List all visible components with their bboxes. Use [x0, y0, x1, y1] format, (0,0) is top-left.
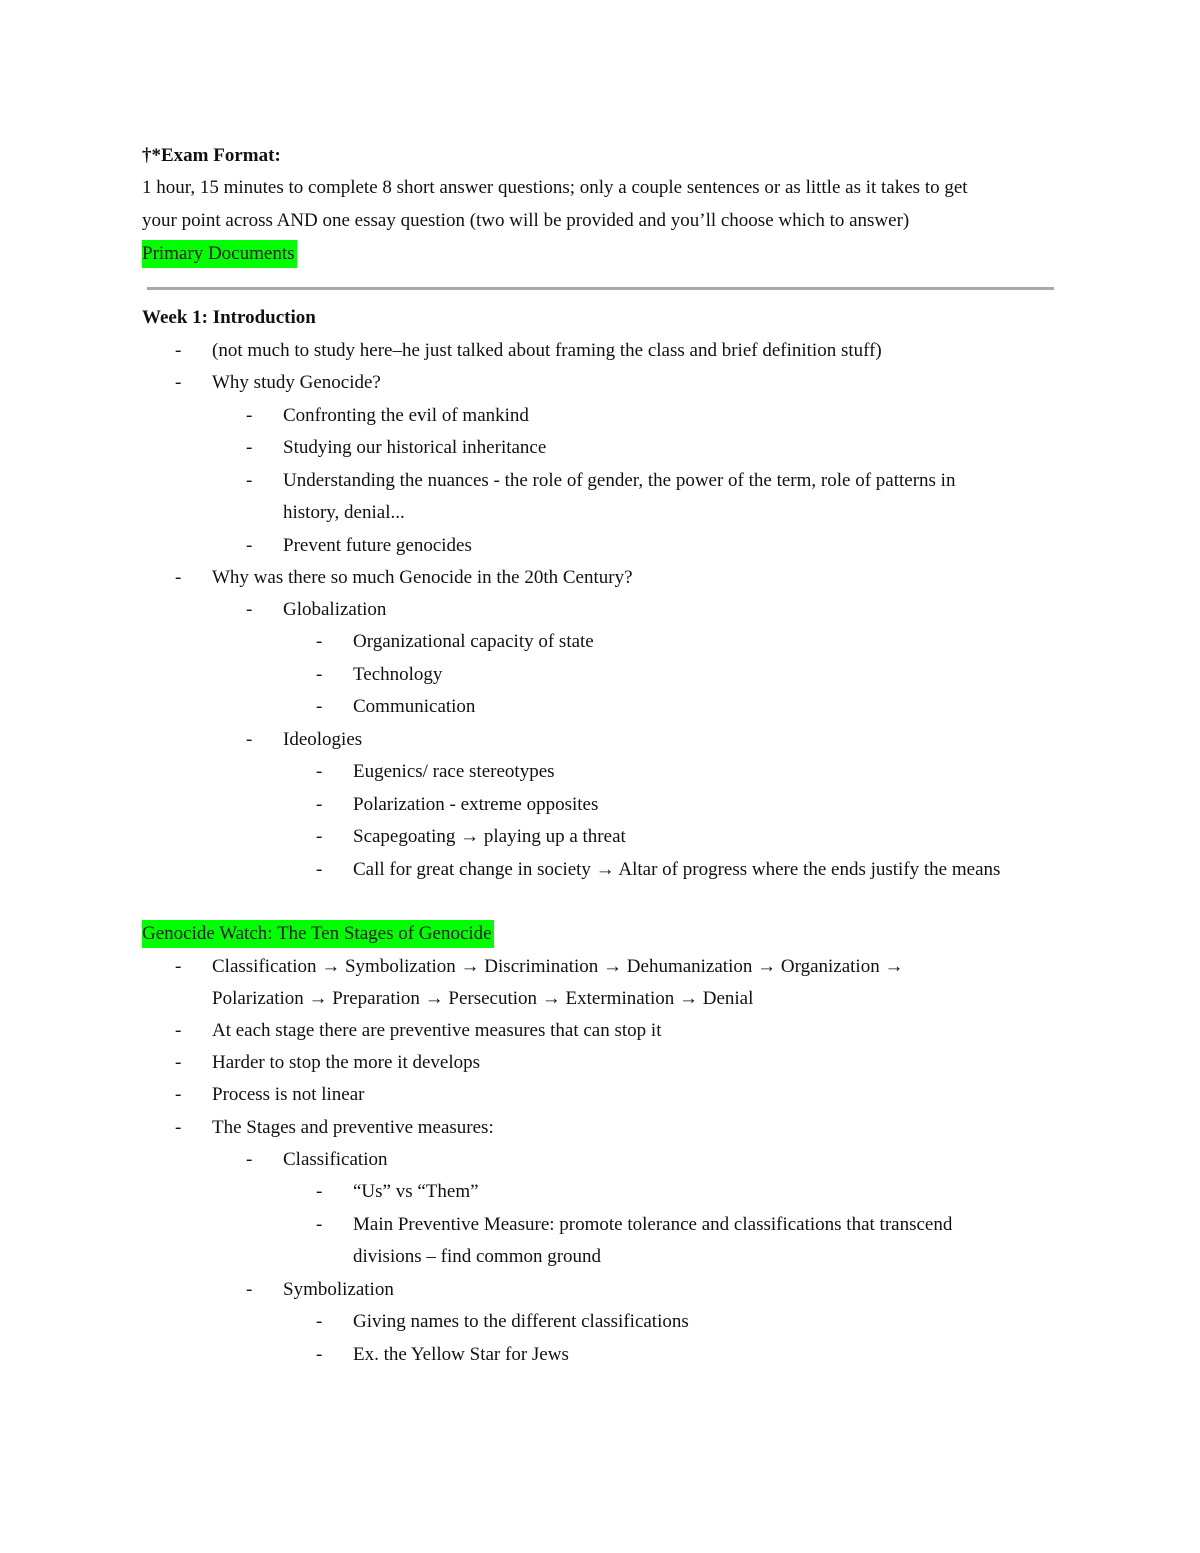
list-item-text: Confronting the evil of mankind	[283, 405, 529, 426]
list-item-text: Symbolization	[283, 1279, 394, 1300]
primary-documents-highlight[interactable]: Primary Documents	[142, 240, 297, 268]
bullet-dash: -	[316, 1344, 323, 1365]
list-item-text: The Stages and preventive measures:	[212, 1117, 494, 1138]
exam-format-heading: †*Exam Format:	[142, 145, 281, 166]
list-item-text: Ideologies	[283, 729, 363, 750]
list-item-continuation: divisions – find common ground	[353, 1246, 602, 1267]
bullet-dash: -	[246, 1279, 253, 1300]
bullet-dash: -	[175, 1084, 182, 1105]
bullet-dash: -	[316, 794, 323, 815]
list-item-text: Classification	[283, 1149, 388, 1170]
list-item-text: Studying our historical inheritance	[283, 437, 547, 458]
bullet-dash: -	[175, 1052, 182, 1073]
stages-heading-link[interactable]	[142, 918, 494, 950]
bullet-dash: -	[246, 729, 253, 750]
horizontal-rule	[147, 287, 1054, 290]
bullet-dash: -	[246, 535, 253, 556]
list-item-text: Process is not linear	[212, 1084, 365, 1105]
bullet-dash: -	[246, 599, 253, 620]
bullet-dash: -	[316, 696, 323, 717]
bullet-dash: -	[316, 1214, 323, 1235]
bullet-dash: -	[246, 437, 253, 458]
list-item-text: Why was there so much Genocide in the 20th Century?	[212, 567, 633, 588]
bullet-dash: -	[316, 1311, 323, 1332]
list-item-text: Technology	[353, 664, 443, 685]
bullet-dash: -	[175, 956, 182, 977]
list-item-text: Giving names to the different classifications	[353, 1311, 689, 1332]
bullet-dash: -	[175, 567, 182, 588]
list-item-text: Scapegoating → playing up a threat	[353, 826, 626, 847]
bullet-dash: -	[175, 1117, 182, 1138]
list-item-text: Main Preventive Measure: promote tolerance and classifications that transcend	[353, 1214, 953, 1235]
list-item-text: Why study Genocide?	[212, 372, 381, 393]
list-item-text: (not much to study here–he just talked about framing the class and brief definition stuff)	[212, 340, 882, 361]
list-item-continuation: Polarization → Preparation → Persecution → Extermination → Denial	[212, 988, 754, 1009]
list-item-text: Classification → Symbolization → Discrimination → Dehumanization → Organization →	[212, 956, 904, 977]
list-item-continuation: history, denial...	[283, 502, 405, 523]
bullet-dash: -	[316, 631, 323, 652]
list-item-text: At each stage there are preventive measures that can stop it	[212, 1020, 662, 1041]
bullet-dash: -	[316, 761, 323, 782]
primary-documents-link[interactable]	[142, 238, 297, 270]
bullet-dash: -	[316, 664, 323, 685]
exam-format-line-2: your point across AND one essay question (two will be provided and you’ll choose which to answer)	[142, 210, 910, 231]
list-item-text: Understanding the nuances - the role of gender, the power of the term, role of patterns in	[283, 470, 956, 491]
bullet-dash: -	[246, 470, 253, 491]
bullet-dash: -	[175, 340, 182, 361]
list-item-text: Communication	[353, 696, 476, 717]
list-item-text: Polarization - extreme opposites	[353, 794, 599, 815]
week1-heading: Week 1: Introduction	[142, 307, 316, 328]
list-item-text: “Us” vs “Them”	[353, 1181, 479, 1202]
exam-format-line-1: 1 hour, 15 minutes to complete 8 short answer questions; only a couple sentences or as little as it takes to get	[142, 177, 968, 198]
list-item-text: Eugenics/ race stereotypes	[353, 761, 555, 782]
list-item-text: Harder to stop the more it develops	[212, 1052, 481, 1073]
bullet-dash: -	[316, 859, 323, 880]
bullet-dash: -	[316, 1181, 323, 1202]
list-item-text: Ex. the Yellow Star for Jews	[353, 1344, 569, 1365]
list-item-text: Call for great change in society → Altar of progress where the ends justify the means	[353, 859, 1001, 880]
bullet-dash: -	[175, 372, 182, 393]
bullet-dash: -	[175, 1020, 182, 1041]
list-item-text: Globalization	[283, 599, 387, 620]
bullet-dash: -	[246, 405, 253, 426]
list-item-text: Organizational capacity of state	[353, 631, 594, 652]
bullet-dash: -	[246, 1149, 253, 1170]
stages-heading-highlight[interactable]: Genocide Watch: The Ten Stages of Genocide	[142, 920, 494, 948]
bullet-dash: -	[316, 826, 323, 847]
list-item-text: Prevent future genocides	[283, 535, 472, 556]
